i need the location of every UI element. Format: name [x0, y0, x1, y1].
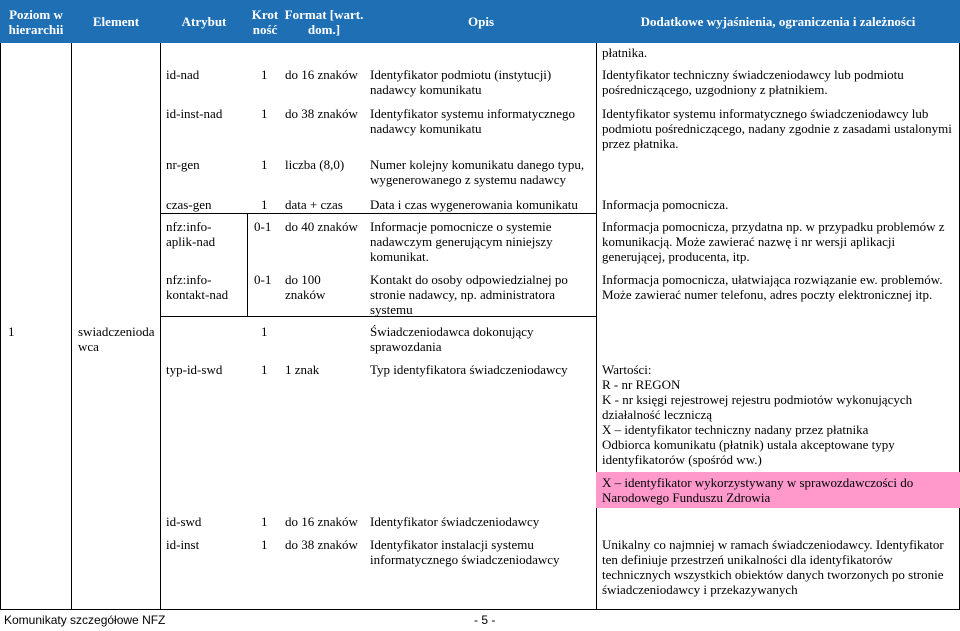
- footer-page-number: - 5 -: [474, 613, 496, 627]
- header-dodatkowe: Dodatkowe wyjaśnienia, ograniczenia i zależności: [640, 14, 916, 29]
- table-divider: [71, 43, 72, 610]
- dod-typ-line: Wartości:: [602, 362, 652, 377]
- format-id-nad: do 16 znaków: [285, 67, 358, 82]
- format-czas-gen: data + czas: [285, 197, 343, 212]
- krot-czas-gen: 1: [261, 197, 268, 212]
- opis-id-inst-nad: Identyfikator systemu informatycznego nadawcy komunikatu: [370, 106, 576, 136]
- krot-id-inst: 1: [261, 537, 268, 552]
- footer-title: Komunikaty szczegółowe NFZ: [4, 613, 166, 627]
- dod-typ-line: X – identyfikator techniczny nadany przez płatnika: [602, 422, 869, 437]
- attr-nr-gen: nr-gen: [166, 157, 200, 172]
- krot-id-swd: 1: [261, 514, 268, 529]
- table-divider: [596, 43, 597, 610]
- attr-id-swd: id-swd: [166, 514, 202, 529]
- header-element: Element: [92, 14, 140, 29]
- dod-typ-line: R - nr REGON: [602, 377, 681, 392]
- dod-id-inst: Unikalny co najmniej w ramach świadczeniodawcy. Identyfikator ten definiuje przestrzeń unikalności dla identyfikatorów technicznych wszystkich obiektów danych tworzonych po stronie świadczeniodawcy i przekazywanych: [602, 537, 944, 597]
- attr-nfz-aplik: nfz:info- aplik-nad: [166, 219, 216, 249]
- table-divider: [247, 213, 248, 317]
- opis-nfz-aplik: Informacje pomocnicze o systemie nadawczym generującym niniejszy komunikat.: [370, 219, 553, 264]
- krot-nr-gen: 1: [261, 157, 268, 172]
- opis-id-inst: Identyfikator instalacji systemu informatycznego świadczeniodawcy: [370, 537, 560, 567]
- dod-typ-line: identyfikatorów (spośród ww.): [602, 452, 762, 467]
- krot-typ-id-swd: 1: [261, 362, 268, 377]
- dod-czas-gen: Informacja pomocnicza.: [602, 197, 729, 212]
- opis-nfz-kontakt: Kontakt do osoby odpowiedzialnej po stronie nadawcy, np. administratora systemu: [370, 272, 568, 317]
- krot-id-nad: 1: [261, 67, 268, 82]
- format-id-inst-nad: do 38 znaków: [285, 106, 358, 121]
- dod-nfz-kontakt: Informacja pomocnicza, ułatwiająca rozwiązanie ew. problemów. Może zawierać numer telefonu, adres poczty elektronicznej itp.: [602, 272, 943, 302]
- dod-typ-line: działalność leczniczą: [602, 407, 713, 422]
- table-left-border: [0, 43, 1, 610]
- dod-typ-line: K - nr księgi rejestrowej rejestru podmiotów wykonujących: [602, 392, 913, 407]
- krot-id-inst-nad: 1: [261, 106, 268, 121]
- header-poziom: Poziom w hierarchii: [8, 6, 64, 37]
- opis-id-nad: Identyfikator podmiotu (instytucji) nadawcy komunikatu: [370, 67, 552, 97]
- dod-typ-line: Odbiorca komunikatu (płatnik) ustala akceptowane typy: [602, 437, 895, 452]
- krot-swiadczeniodawca: 1: [261, 324, 268, 339]
- table-bottom-border: [0, 609, 960, 610]
- level-value: 1: [8, 324, 15, 339]
- header-opis: Opis: [467, 14, 494, 29]
- dod-id-inst-nad: Identyfikator systemu informatycznego świadczeniodawcy lub podmiotu pośredniczącego, nadany zgodnie z zasadami ustalonymi przez płatnika.: [602, 106, 952, 151]
- opis-id-swd: Identyfikator świadczeniodawcy: [370, 514, 540, 529]
- table-divider: [160, 43, 161, 610]
- krot-nfz-aplik: 0-1: [254, 219, 272, 234]
- dod-id-nad: Identyfikator techniczny świadczeniodawcy lub podmiotu pośredniczącego, uzgodniony z płatnikiem.: [602, 67, 904, 97]
- format-id-swd: do 16 znaków: [285, 514, 358, 529]
- format-nr-gen: liczba (8,0): [285, 157, 345, 172]
- opis-swiadczeniodawca: Świadczeniodawca dokonujący sprawozdania: [370, 324, 534, 354]
- header-atrybut: Atrybut: [181, 14, 227, 29]
- attr-typ-id-swd: typ-id-swd: [166, 362, 223, 377]
- format-nfz-aplik: do 40 znaków: [285, 219, 358, 234]
- attr-nfz-kontakt: nfz:info- kontakt-nad: [166, 272, 229, 302]
- attr-id-inst-nad: id-inst-nad: [166, 106, 223, 121]
- format-typ-id-swd: 1 znak: [285, 362, 320, 377]
- header-format: Format [wart. dom.]: [284, 6, 364, 37]
- opis-nr-gen: Numer kolejny komunikatu danego typu, wygenerowanego z systemu nadawcy: [370, 157, 585, 187]
- row-divider: [160, 213, 597, 214]
- krot-nfz-kontakt: 0-1: [254, 272, 272, 287]
- attr-czas-gen: czas-gen: [166, 197, 212, 212]
- dod-top-note: płatnika.: [602, 45, 648, 60]
- attr-id-nad: id-nad: [166, 67, 200, 82]
- header-krotnosc: Krot ność: [251, 6, 279, 37]
- dod-nfz-aplik: Informacja pomocnicza, przydatna np. w przypadku problemów z komunikacją. Może zawierać nazwę i nr wersji aplikacji generującej, producenta, itp.: [602, 219, 945, 264]
- format-id-inst: do 38 znaków: [285, 537, 358, 552]
- dod-typ-pink: X – identyfikator wykorzystywany w sprawozdawczości do Narodowego Funduszu Zdrowia: [602, 475, 914, 505]
- format-nfz-kontakt: do 100 znaków: [285, 272, 326, 302]
- opis-czas-gen: Data i czas wygenerowania komunikatu: [370, 197, 578, 212]
- attr-id-inst: id-inst: [166, 537, 200, 552]
- opis-typ-id-swd: Typ identyfikatora świadczeniodawcy: [370, 362, 568, 377]
- element-name: swiadczenioda wca: [78, 324, 155, 354]
